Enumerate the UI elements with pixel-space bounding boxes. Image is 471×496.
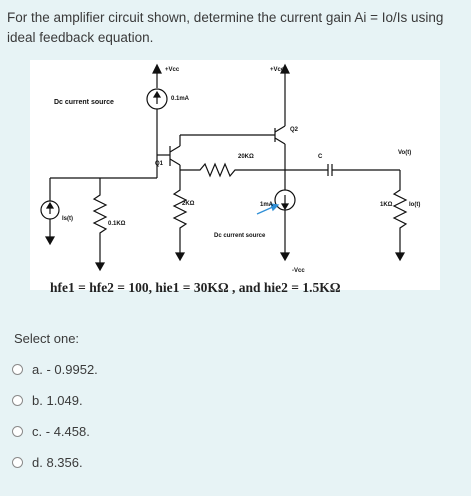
option-b-letter: b. [32,393,43,408]
option-a-text: - 0.9952. [46,362,98,377]
label-dc-top-value: 0.1mA [171,96,190,102]
label-q2: Q2 [290,127,299,133]
label-i-1ma: 1mA [260,202,274,208]
formula-text: hfe1 = hfe2 = 100, hie1 = 30KΩ , and hie2 = 1.5KΩ [50,280,341,295]
label-vo: Vo(t) [398,150,412,156]
circuit-diagram [30,60,440,290]
label-is: Is(t) [62,216,73,222]
label-vee: -Vcc [292,268,305,274]
radio-a[interactable] [12,364,23,375]
label-r-source: 0.1KΩ [108,221,126,227]
option-a[interactable] [12,354,98,385]
label-q1: Q1 [155,161,164,167]
option-c[interactable] [12,416,98,447]
question-text: For the amplifier circuit shown, determine the current gain Ai = Io/Is using ideal feedback equation. [7,10,444,45]
answer-options [12,354,98,478]
option-b-text: 1.049. [46,393,83,408]
option-d[interactable] [12,447,98,478]
option-b[interactable] [12,385,98,416]
radio-d[interactable] [12,457,23,468]
label-r-feedback: 20KΩ [238,154,254,160]
circuit-svg [30,60,440,290]
option-d-letter: d. [32,455,43,470]
option-c-letter: c. [32,424,43,439]
option-c-text: - 4.458. [45,424,90,439]
label-vcc2: +Vcc [270,67,285,73]
radio-c[interactable] [12,426,23,437]
label-r-load: 1KΩ [380,202,393,208]
option-a-letter: a. [32,362,43,377]
option-d-text: 8.356. [46,455,83,470]
radio-b[interactable] [12,395,23,406]
label-vcc1: +Vcc [165,67,180,73]
label-dc-source-bottom: Dc current source [214,233,266,239]
label-c: C [318,154,323,160]
label-io: Io(t) [409,202,421,208]
label-r-emitter: 2KΩ [182,201,195,207]
select-one-label: Select one: [14,331,80,346]
label-dc-source-top: Dc current source [54,99,114,106]
